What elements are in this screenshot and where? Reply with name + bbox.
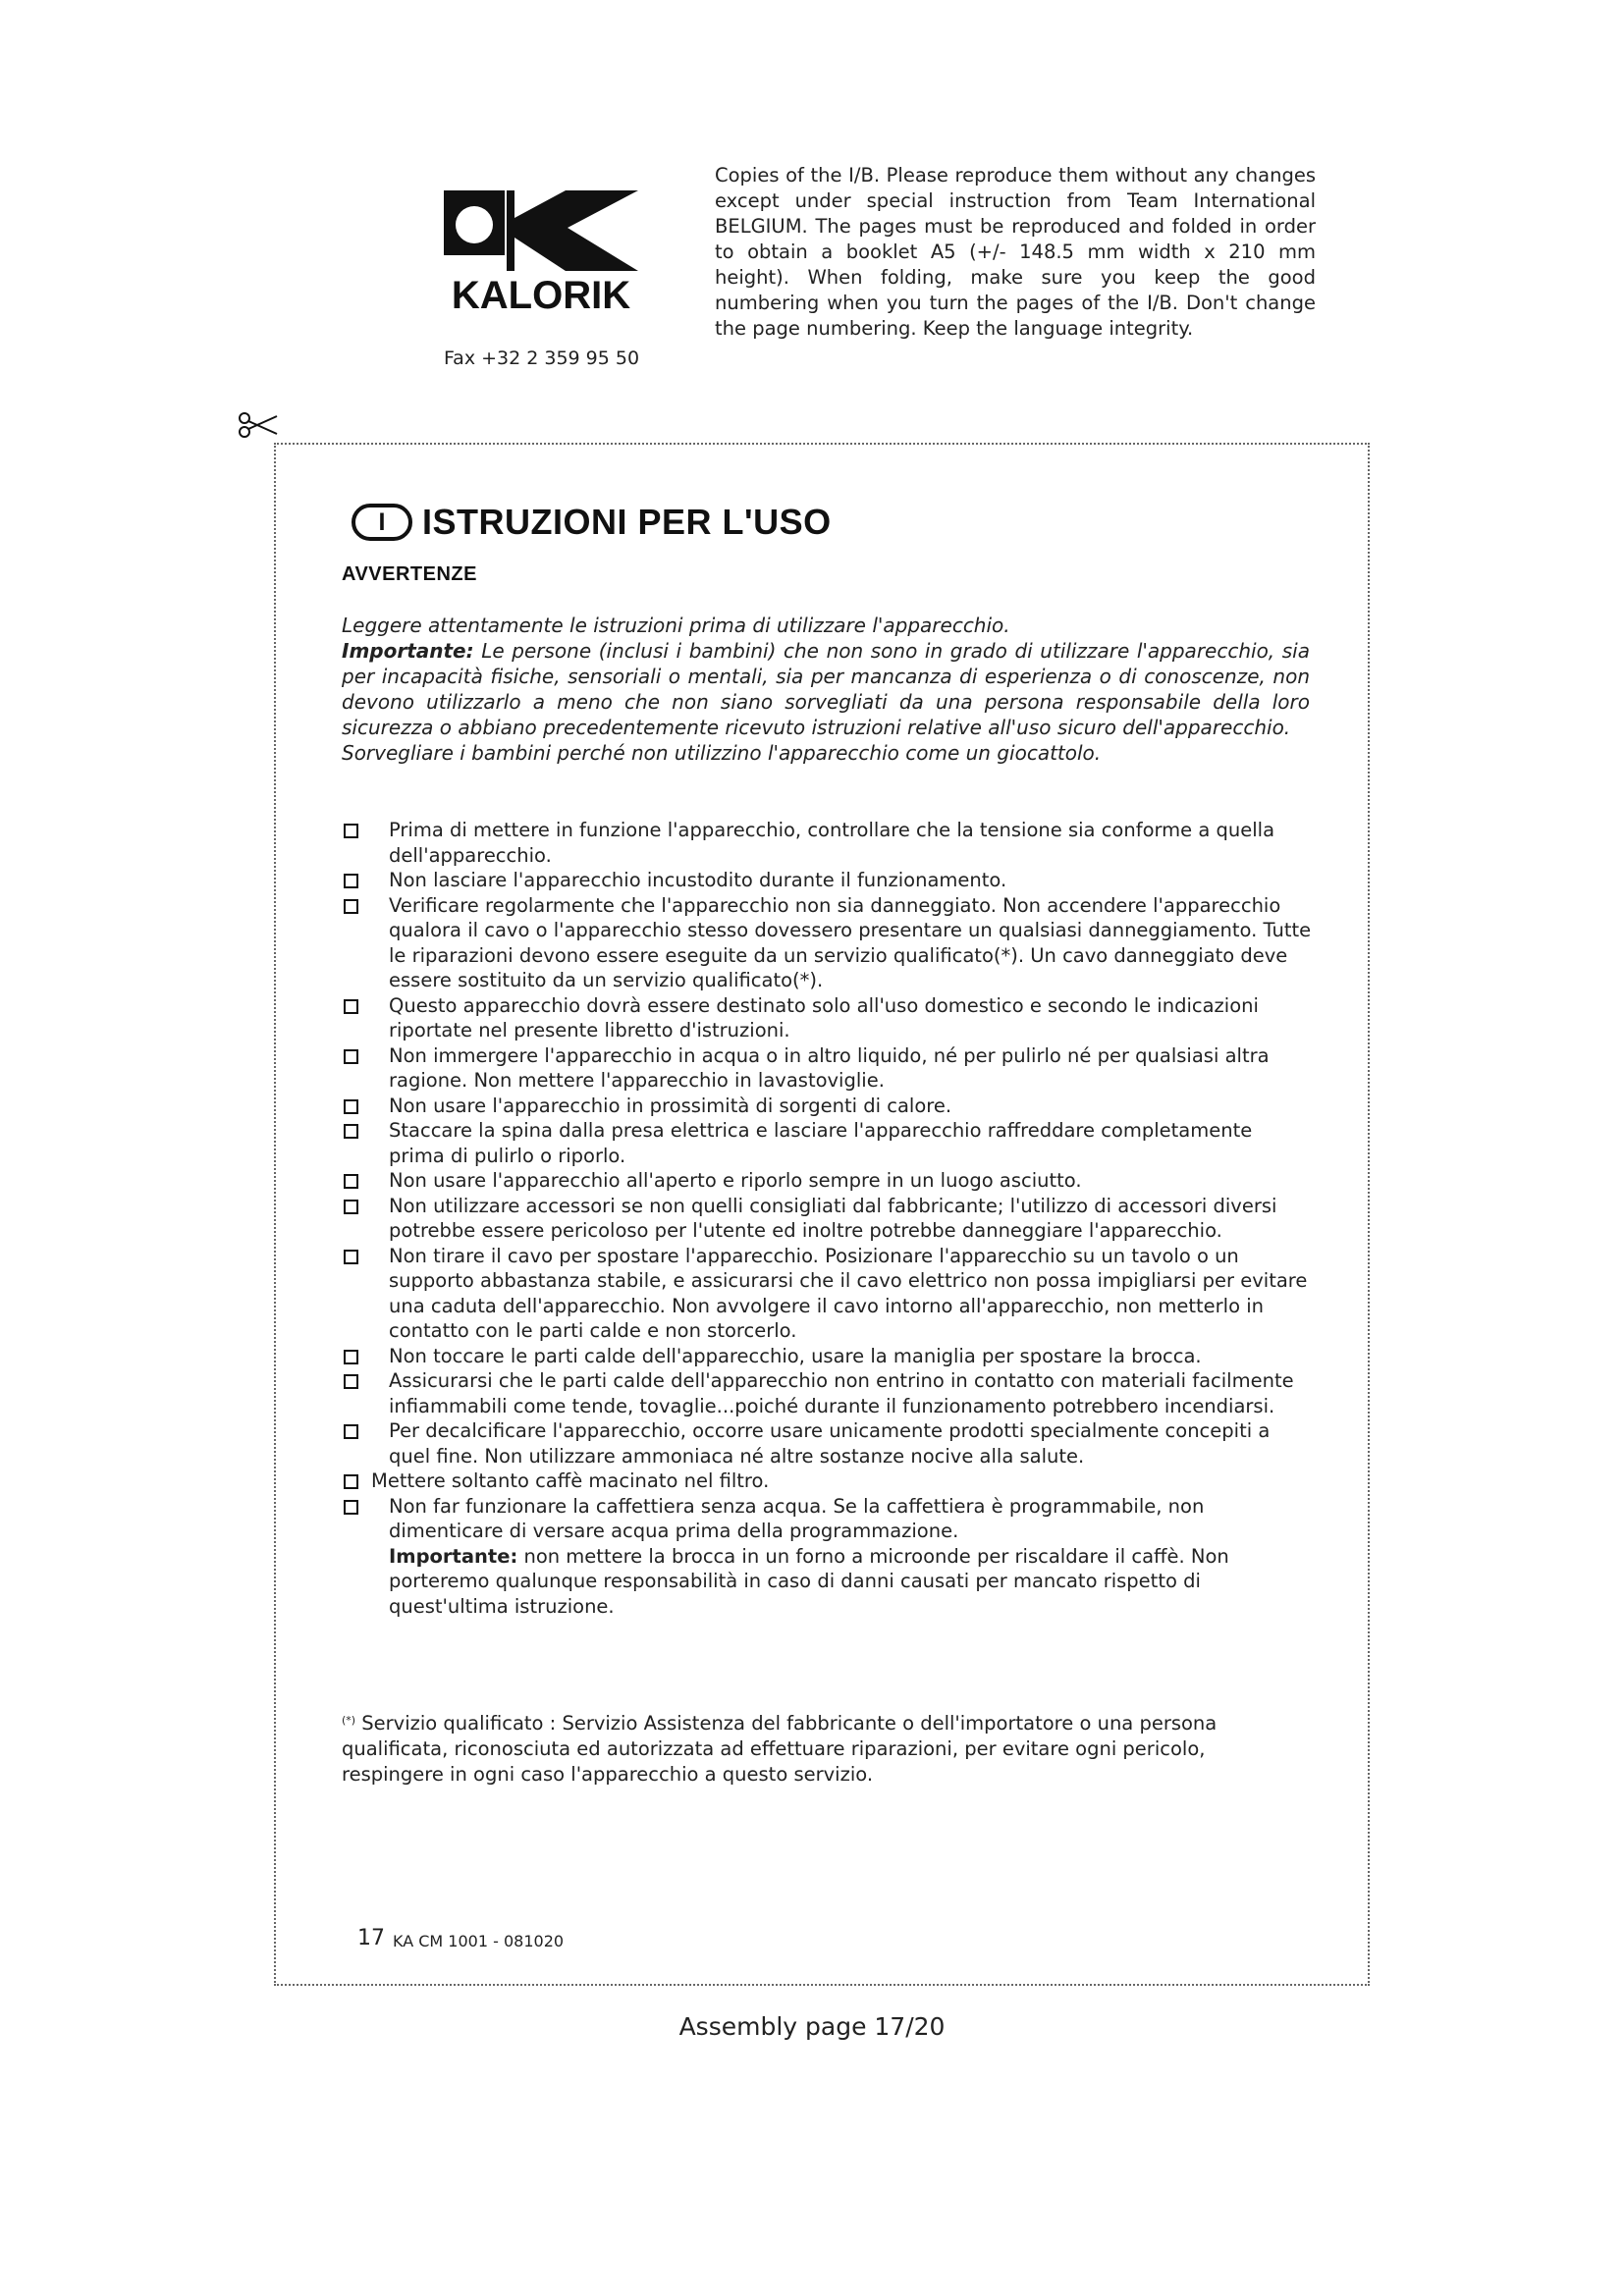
list-item: Questo apparecchio dovrà essere destinato solo all'uso domestico e secondo le indicazioni riportate nel presente libretto d'istruzioni. <box>342 993 1314 1043</box>
list-item: Non immergere l'apparecchio in acqua o in altro liquido, né per pulirlo né per qualsiasi altra ragione. Non mettere l'apparecchio in lavastoviglie. <box>342 1043 1314 1094</box>
checkbox-square-icon <box>344 1250 358 1264</box>
checkbox-square-icon <box>344 874 358 888</box>
checkbox-square-icon <box>344 1350 358 1364</box>
checkbox-square-icon <box>344 1174 358 1189</box>
section-title: ISTRUZIONI PER L'USO <box>422 502 832 542</box>
section-heading <box>352 499 832 546</box>
microwave-warning: Importante: non mettere la brocca in un forno a microonde per riscaldare il caffè. Non porteremo qualunque responsabilità in caso di danni causati per mancato rispetto di quest'ultima istruzione. <box>389 1544 1229 1618</box>
assembly-page: Assembly page 17/20 <box>678 2012 946 2041</box>
checkbox-square-icon <box>344 1424 358 1439</box>
footnote <box>342 1708 1284 1788</box>
checkbox-square-icon <box>344 1124 358 1139</box>
list-item: Non usare l'apparecchio in prossimità di sorgenti di calore. <box>342 1094 1314 1119</box>
checkbox-square-icon <box>344 1374 358 1389</box>
list-item: Non utilizzare accessori se non quelli consigliati dal fabbricante; l'utilizzo di accessori diversi potrebbe essere pericoloso per l'utente ed inoltre potrebbe danneggiare l'apparecchio. <box>342 1194 1314 1244</box>
list-item: Staccare la spina dalla presa elettrica e lasciare l'apparecchio raffreddare completamente prima di pulirlo o riporlo. <box>342 1118 1314 1168</box>
important-label: Importante: <box>389 1544 518 1568</box>
list-item: Per decalcificare l'apparecchio, occorre usare unicamente prodotti specialmente concepiti a quel fine. Non utilizzare ammoniaca né altre sostanze nocive alla salute. <box>342 1418 1314 1468</box>
important-paragraph <box>342 638 1310 740</box>
warning-intro: Leggere attentamente le istruzioni prima di utilizzare l'apparecchio. <box>342 614 1010 637</box>
list-item: Non toccare le parti calde dell'apparecchio, usare la maniglia per spostare la brocca. <box>342 1344 1314 1369</box>
warning-block <box>342 613 1310 766</box>
checkbox-square-icon <box>344 1474 358 1489</box>
fax-number: Fax +32 2 359 95 50 <box>444 347 640 369</box>
safety-list <box>342 818 1314 1619</box>
checkbox-square-icon <box>344 1500 358 1515</box>
list-item: Assicurarsi che le parti calde dell'apparecchio non entrino in contatto con materiali facilmente infiammabili come tende, tovaglie...poiché durante il funzionamento potrebbero incendiarsi. <box>342 1368 1314 1418</box>
page-number: 17 <box>357 1926 385 1950</box>
model-code: KA CM 1001 - 081020 <box>393 1932 565 1950</box>
list-item: Non usare l'apparecchio all'aperto e riporlo sempre in un luogo asciutto. <box>342 1168 1314 1194</box>
checkbox-square-icon <box>344 1099 358 1114</box>
list-item: Mettere soltanto caffè macinato nel filtro. <box>342 1468 1314 1494</box>
logo-text: KALORIK <box>451 274 631 314</box>
checkbox-square-icon <box>344 824 358 838</box>
language-badge: I <box>352 504 412 541</box>
scissors-icon <box>238 410 279 440</box>
important-text: Le persone (inclusi i bambini) che non sono in grado di utilizzare l'apparecchio, sia per incapacità fisiche, sensoriali o mentali, sia per mancanza di esperienza o di conoscenze, non devono utilizzarlo a meno che non siano sorvegliati da una persona responsabile della loro sicurezza o abbiano precedentemente ricevuto istruzioni relative all'uso sicuro dell'apparecchio. <box>342 639 1310 739</box>
checkbox-square-icon <box>344 1200 358 1214</box>
list-item: Verificare regolarmente che l'apparecchio non sia danneggiato. Non accendere l'apparecchio qualora il cavo o l'apparecchio stesso dovessero presentare un qualsiasi danneggiamento. Tutte le riparazioni devono essere eseguite da un servizio qualificato(*). Un cavo danneggiato deve essere sostituito da un servizio qualificato(*). <box>342 893 1314 993</box>
reproduction-instructions: Copies of the I/B. Please reproduce them without any changes except under special instruction from Team International BELGIUM. The pages must be reproduced and folded in order to obtain a booklet A5 (+/- 148.5 mm width x 210 mm height). When folding, make sure you keep the good numbering when you turn the pages of the I/B. Don't change the page numbering. Keep the language integrity. <box>715 164 1316 340</box>
children-note: Sorvegliare i bambini perché non utilizzino l'apparecchio come un giocattolo. <box>342 741 1102 765</box>
checkbox-square-icon <box>344 999 358 1014</box>
list-item: Prima di mettere in funzione l'apparecchio, controllare che la tensione sia conforme a quella dell'apparecchio. <box>342 818 1314 868</box>
important-label: Importante: <box>342 639 474 663</box>
checkbox-square-icon <box>344 899 358 914</box>
footnote-text: Servizio qualificato : Servizio Assistenza del fabbricante o dell'importatore o una persona qualificata, riconosciuta ed autorizzata ad effettuare riparazioni, per evitare ogni pericolo, respingere in ogni caso l'apparecchio a questo servizio. <box>342 1712 1218 1786</box>
list-item: Non lasciare l'apparecchio incustodito durante il funzionamento. <box>342 868 1314 893</box>
checkbox-square-icon <box>344 1049 358 1064</box>
footnote-mark: (*) <box>342 1714 356 1727</box>
kalorik-logo <box>444 190 638 314</box>
list-item: Non far funzionare la caffettiera senza acqua. Se la caffettiera è programmabile, non dimenticare di versare acqua prima della programmazione. Importante: non mettere la brocca in un forno a microonde per riscaldare il caffè. Non porteremo qualunque responsabilità in caso di danni causati per mancato rispetto di quest'ultima istruzione. <box>342 1494 1314 1620</box>
warnings-heading: AVVERTENZE <box>342 563 477 585</box>
list-item: Non tirare il cavo per spostare l'apparecchio. Posizionare l'apparecchio su un tavolo o un supporto abbastanza stabile, e assicurarsi che il cavo elettrico non possa impigliarsi per evitare una caduta dell'apparecchio. Non avvolgere il cavo intorno all'apparecchio, non metterlo in contatto con le parti calde e non storcerlo. <box>342 1244 1314 1344</box>
